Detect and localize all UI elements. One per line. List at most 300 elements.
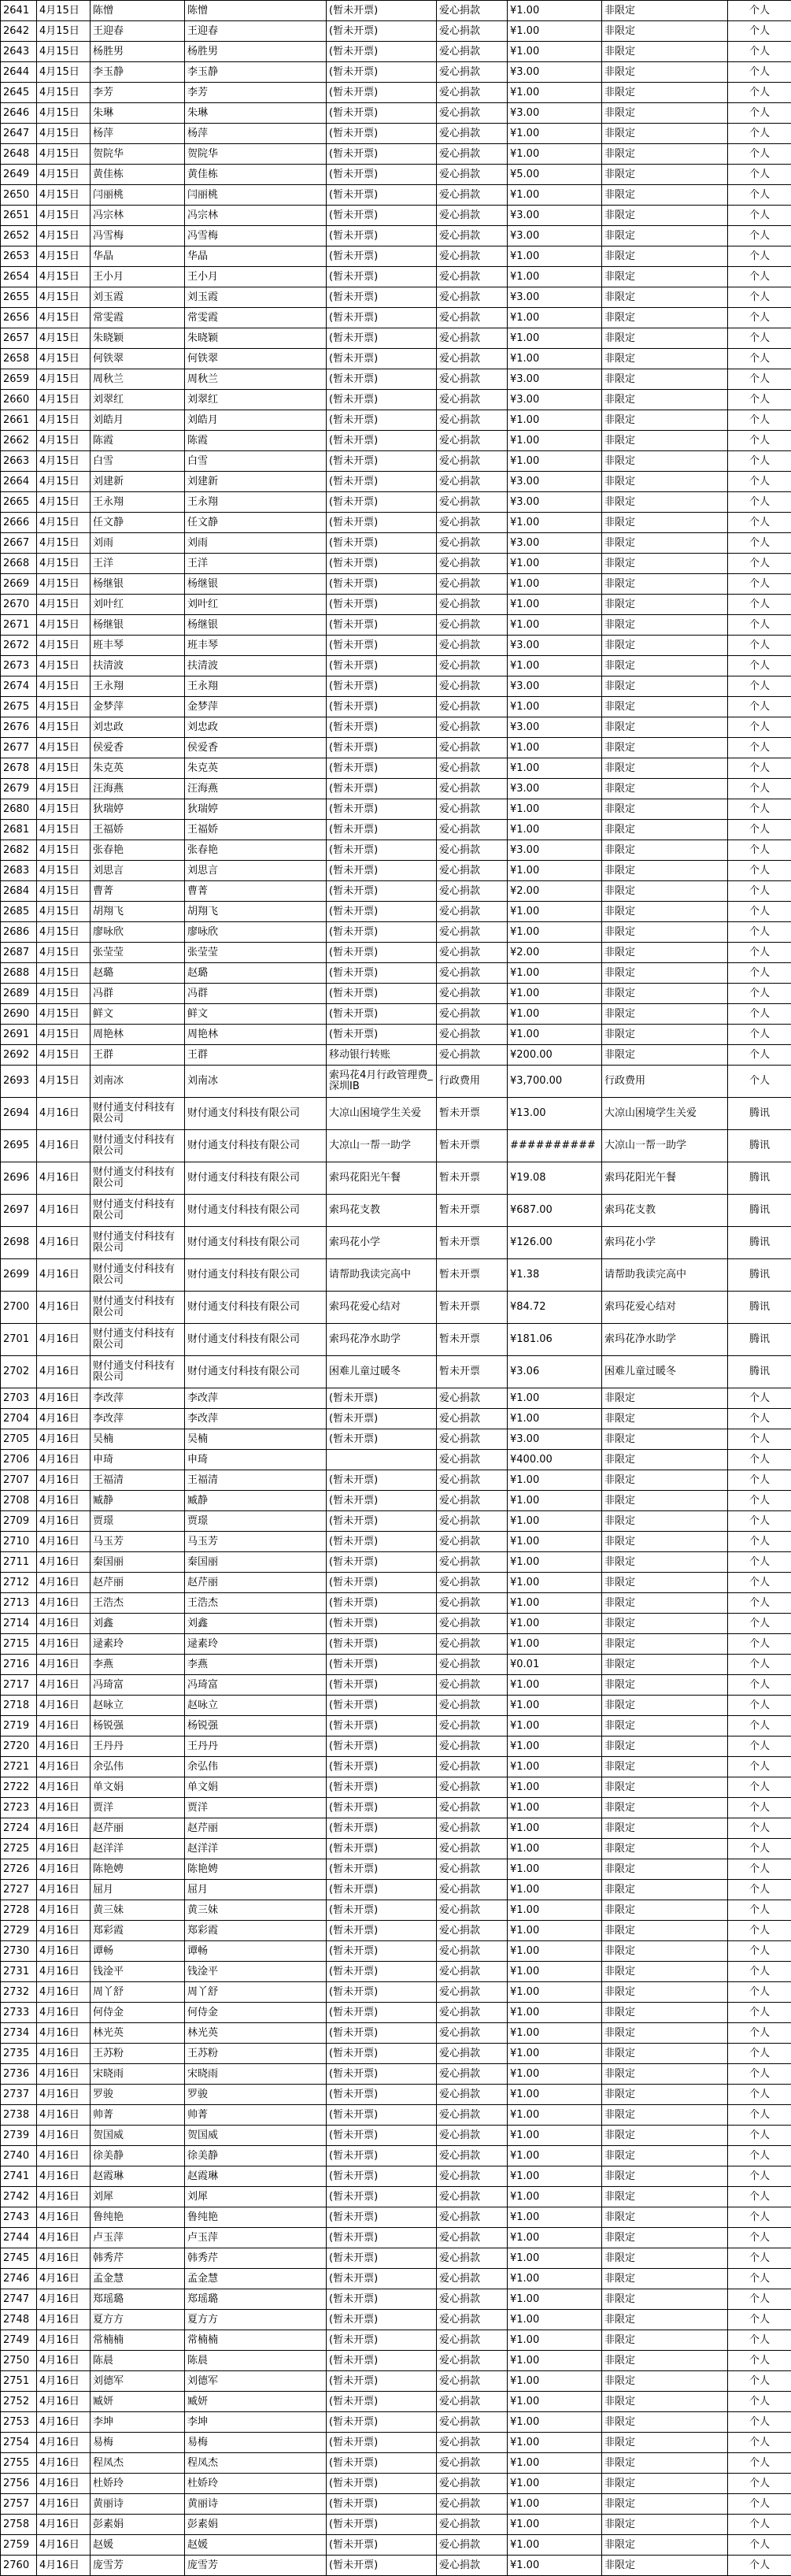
project-cell: (暂未开票) bbox=[327, 2351, 437, 2371]
project-cell: (暂未开票) bbox=[327, 267, 437, 287]
amount-cell: ¥1.00 bbox=[508, 1675, 602, 1696]
donor-cell: 刘犀 bbox=[91, 2187, 185, 2207]
amount-cell: ¥687.00 bbox=[508, 1195, 602, 1227]
type-cell: 爱心捐款 bbox=[437, 1716, 508, 1736]
donor-category-cell: 个人 bbox=[728, 636, 791, 656]
donor-cell: 冯宗林 bbox=[91, 206, 185, 226]
donor-cell: 陈晨 bbox=[91, 2351, 185, 2371]
account-name-cell: 张莹莹 bbox=[185, 943, 327, 963]
date-cell: 4月15日 bbox=[37, 615, 91, 636]
row-number: 2700 bbox=[1, 1292, 37, 1324]
account-name-cell: 闫丽桃 bbox=[185, 185, 327, 206]
amount-cell: ########## bbox=[508, 1130, 602, 1162]
donor-cell: 林光英 bbox=[91, 2023, 185, 2044]
account-name-cell: 常雯霞 bbox=[185, 308, 327, 328]
project-cell: (暂未开票) bbox=[327, 103, 437, 124]
table-row bbox=[1, 902, 791, 922]
row-number: 2701 bbox=[1, 1324, 37, 1356]
row-number: 2667 bbox=[1, 533, 37, 554]
account-name-cell: 王浩杰 bbox=[185, 1593, 327, 1614]
restriction-cell: 非限定 bbox=[602, 21, 728, 42]
row-number: 2642 bbox=[1, 21, 37, 42]
table-row bbox=[1, 1757, 791, 1777]
donor-cell: 帅菁 bbox=[91, 2105, 185, 2126]
table-row bbox=[1, 2392, 791, 2412]
date-cell: 4月15日 bbox=[37, 1025, 91, 1045]
date-cell: 4月16日 bbox=[37, 2289, 91, 2310]
type-cell: 爱心捐款 bbox=[437, 1532, 508, 1552]
date-cell: 4月15日 bbox=[37, 431, 91, 451]
type-cell: 爱心捐款 bbox=[437, 2392, 508, 2412]
row-number: 2736 bbox=[1, 2064, 37, 2085]
donor-category-cell: 个人 bbox=[728, 83, 791, 103]
type-cell: 爱心捐款 bbox=[437, 492, 508, 513]
project-cell: (暂未开票) bbox=[327, 246, 437, 267]
restriction-cell: 非限定 bbox=[602, 390, 728, 410]
donor-category-cell: 个人 bbox=[728, 1777, 791, 1798]
project-cell: (暂未开票) bbox=[327, 42, 437, 62]
type-cell: 爱心捐款 bbox=[437, 410, 508, 431]
restriction-cell: 非限定 bbox=[602, 2494, 728, 2515]
row-number: 2699 bbox=[1, 1259, 37, 1292]
account-name-cell: 财付通支付科技有限公司 bbox=[185, 1324, 327, 1356]
amount-cell: ¥1.38 bbox=[508, 1259, 602, 1292]
account-name-cell: 刘忠政 bbox=[185, 717, 327, 738]
project-cell: (暂未开票) bbox=[327, 2289, 437, 2310]
donor-category-cell: 个人 bbox=[728, 1066, 791, 1098]
restriction-cell: 非限定 bbox=[602, 206, 728, 226]
table-row bbox=[1, 2207, 791, 2228]
account-name-cell: 王永翔 bbox=[185, 676, 327, 697]
donor-cell: 李燕 bbox=[91, 1655, 185, 1675]
date-cell: 4月15日 bbox=[37, 902, 91, 922]
table-row bbox=[1, 2023, 791, 2044]
amount-cell: ¥1.00 bbox=[508, 246, 602, 267]
type-cell: 爱心捐款 bbox=[437, 2248, 508, 2269]
donor-category-cell: 个人 bbox=[728, 1880, 791, 1900]
amount-cell: ¥1.00 bbox=[508, 451, 602, 472]
restriction-cell: 非限定 bbox=[602, 1025, 728, 1045]
type-cell: 爱心捐款 bbox=[437, 1798, 508, 1818]
account-name-cell: 廖咏欣 bbox=[185, 922, 327, 943]
amount-cell: ¥1.00 bbox=[508, 595, 602, 615]
project-cell: (暂未开票) bbox=[327, 758, 437, 779]
donor-cell: 刘南冰 bbox=[91, 1066, 185, 1098]
amount-cell: ¥84.72 bbox=[508, 1292, 602, 1324]
amount-cell: ¥1.00 bbox=[508, 1491, 602, 1511]
account-name-cell: 刘翠红 bbox=[185, 390, 327, 410]
restriction-cell: 非限定 bbox=[602, 1634, 728, 1655]
amount-cell: ¥1.00 bbox=[508, 1900, 602, 1921]
amount-cell: ¥1.00 bbox=[508, 2044, 602, 2064]
date-cell: 4月15日 bbox=[37, 1, 91, 21]
type-cell: 爱心捐款 bbox=[437, 758, 508, 779]
restriction-cell: 非限定 bbox=[602, 2453, 728, 2474]
table-row bbox=[1, 2187, 791, 2207]
type-cell: 暂未开票 bbox=[437, 1227, 508, 1259]
donor-cell: 刘翠红 bbox=[91, 390, 185, 410]
account-name-cell: 扶清波 bbox=[185, 656, 327, 676]
project-cell: (暂未开票) bbox=[327, 492, 437, 513]
donor-category-cell: 腾讯 bbox=[728, 1162, 791, 1195]
amount-cell: ¥1.00 bbox=[508, 656, 602, 676]
restriction-cell: 非限定 bbox=[602, 1388, 728, 1409]
account-name-cell: 张春艳 bbox=[185, 840, 327, 861]
restriction-cell: 非限定 bbox=[602, 820, 728, 840]
row-number: 2665 bbox=[1, 492, 37, 513]
account-name-cell: 贾璟 bbox=[185, 1511, 327, 1532]
donor-category-cell: 腾讯 bbox=[728, 1292, 791, 1324]
donor-cell: 赵芹丽 bbox=[91, 1573, 185, 1593]
account-name-cell: 财付通支付科技有限公司 bbox=[185, 1356, 327, 1388]
date-cell: 4月15日 bbox=[37, 820, 91, 840]
amount-cell: ¥3.00 bbox=[508, 206, 602, 226]
date-cell: 4月16日 bbox=[37, 1614, 91, 1634]
project-cell: (暂未开票) bbox=[327, 1, 437, 21]
table-row bbox=[1, 881, 791, 902]
amount-cell: ¥3.00 bbox=[508, 717, 602, 738]
donor-cell: 财付通支付科技有限公司 bbox=[91, 1324, 185, 1356]
date-cell: 4月15日 bbox=[37, 390, 91, 410]
type-cell: 爱心捐款 bbox=[437, 308, 508, 328]
donor-cell: 臧妍 bbox=[91, 2392, 185, 2412]
type-cell: 爱心捐款 bbox=[437, 124, 508, 144]
type-cell: 爱心捐款 bbox=[437, 697, 508, 717]
date-cell: 4月16日 bbox=[37, 1962, 91, 1982]
type-cell: 爱心捐款 bbox=[437, 349, 508, 369]
account-name-cell: 汪海燕 bbox=[185, 779, 327, 799]
table-row bbox=[1, 676, 791, 697]
donor-cell: 汪海燕 bbox=[91, 779, 185, 799]
account-name-cell: 朱克英 bbox=[185, 758, 327, 779]
table-row bbox=[1, 574, 791, 595]
row-number: 2730 bbox=[1, 1941, 37, 1962]
type-cell: 爱心捐款 bbox=[437, 943, 508, 963]
date-cell: 4月16日 bbox=[37, 2330, 91, 2351]
row-number: 2671 bbox=[1, 615, 37, 636]
date-cell: 4月15日 bbox=[37, 799, 91, 820]
amount-cell: ¥1.00 bbox=[508, 963, 602, 984]
donor-cell: 廖咏欣 bbox=[91, 922, 185, 943]
row-number: 2744 bbox=[1, 2228, 37, 2248]
date-cell: 4月16日 bbox=[37, 2515, 91, 2535]
donor-cell: 郑瑶璐 bbox=[91, 2289, 185, 2310]
project-cell: (暂未开票) bbox=[327, 636, 437, 656]
table-row bbox=[1, 1941, 791, 1962]
type-cell: 爱心捐款 bbox=[437, 21, 508, 42]
account-name-cell: 曹菁 bbox=[185, 881, 327, 902]
table-row bbox=[1, 1634, 791, 1655]
project-cell: (暂未开票) bbox=[327, 902, 437, 922]
account-name-cell: 郑彩霞 bbox=[185, 1921, 327, 1941]
account-name-cell: 林光英 bbox=[185, 2023, 327, 2044]
project-cell: (暂未开票) bbox=[327, 1470, 437, 1491]
project-cell: (暂未开票) bbox=[327, 431, 437, 451]
project-cell: 索玛花4月行政管理费_深圳IB bbox=[327, 1066, 437, 1098]
project-cell: (暂未开票) bbox=[327, 1429, 437, 1450]
donor-category-cell: 个人 bbox=[728, 451, 791, 472]
account-name-cell: 李燕 bbox=[185, 1655, 327, 1675]
donor-category-cell: 个人 bbox=[728, 1388, 791, 1409]
date-cell: 4月16日 bbox=[37, 1195, 91, 1227]
donor-category-cell: 个人 bbox=[728, 1409, 791, 1429]
donor-category-cell: 个人 bbox=[728, 246, 791, 267]
amount-cell: ¥1.00 bbox=[508, 1777, 602, 1798]
table-row bbox=[1, 83, 791, 103]
date-cell: 4月16日 bbox=[37, 2187, 91, 2207]
donor-cell: 杨萍 bbox=[91, 124, 185, 144]
row-number: 2679 bbox=[1, 779, 37, 799]
project-cell: (暂未开票) bbox=[327, 2126, 437, 2146]
donor-category-cell: 个人 bbox=[728, 2269, 791, 2289]
amount-cell: ¥1.00 bbox=[508, 2228, 602, 2248]
amount-cell: ¥1.00 bbox=[508, 410, 602, 431]
row-number: 2643 bbox=[1, 42, 37, 62]
date-cell: 4月15日 bbox=[37, 779, 91, 799]
restriction-cell: 非限定 bbox=[602, 1491, 728, 1511]
type-cell: 爱心捐款 bbox=[437, 881, 508, 902]
restriction-cell: 非限定 bbox=[602, 1004, 728, 1025]
table-row bbox=[1, 1162, 791, 1195]
row-number: 2687 bbox=[1, 943, 37, 963]
restriction-cell: 非限定 bbox=[602, 758, 728, 779]
table-row bbox=[1, 1839, 791, 1859]
row-number: 2695 bbox=[1, 1130, 37, 1162]
table-row bbox=[1, 738, 791, 758]
donor-cell: 王丹丹 bbox=[91, 1736, 185, 1757]
date-cell: 4月15日 bbox=[37, 62, 91, 83]
donor-cell: 吴楠 bbox=[91, 1429, 185, 1450]
account-name-cell: 王迎春 bbox=[185, 21, 327, 42]
amount-cell: ¥1.00 bbox=[508, 1921, 602, 1941]
restriction-cell: 非限定 bbox=[602, 840, 728, 861]
table-body bbox=[1, 1, 791, 2576]
type-cell: 爱心捐款 bbox=[437, 554, 508, 574]
row-number: 2673 bbox=[1, 656, 37, 676]
donor-category-cell: 个人 bbox=[728, 369, 791, 390]
project-cell: 困难儿童过暖冬 bbox=[327, 1356, 437, 1388]
donor-category-cell: 个人 bbox=[728, 226, 791, 246]
row-number: 2758 bbox=[1, 2515, 37, 2535]
restriction-cell: 非限定 bbox=[602, 2371, 728, 2392]
donor-category-cell: 个人 bbox=[728, 1921, 791, 1941]
donor-cell: 班丰琴 bbox=[91, 636, 185, 656]
date-cell: 4月15日 bbox=[37, 369, 91, 390]
row-number: 2711 bbox=[1, 1552, 37, 1573]
table-row bbox=[1, 2003, 791, 2023]
row-number: 2649 bbox=[1, 165, 37, 185]
type-cell: 爱心捐款 bbox=[437, 595, 508, 615]
table-row bbox=[1, 1900, 791, 1921]
restriction-cell: 非限定 bbox=[602, 1675, 728, 1696]
amount-cell: ¥1.00 bbox=[508, 144, 602, 165]
row-number: 2709 bbox=[1, 1511, 37, 1532]
account-name-cell: 贾洋 bbox=[185, 1798, 327, 1818]
type-cell: 爱心捐款 bbox=[437, 62, 508, 83]
account-name-cell: 朱晓颖 bbox=[185, 328, 327, 349]
restriction-cell: 非限定 bbox=[602, 287, 728, 308]
date-cell: 4月16日 bbox=[37, 1227, 91, 1259]
account-name-cell: 鲁纯艳 bbox=[185, 2207, 327, 2228]
donor-category-cell: 腾讯 bbox=[728, 1227, 791, 1259]
project-cell: (暂未开票) bbox=[327, 861, 437, 881]
donor-cell: 王永翔 bbox=[91, 676, 185, 697]
type-cell: 爱心捐款 bbox=[437, 1941, 508, 1962]
project-cell: (暂未开票) bbox=[327, 2023, 437, 2044]
date-cell: 4月16日 bbox=[37, 1130, 91, 1162]
type-cell: 爱心捐款 bbox=[437, 1880, 508, 1900]
row-number: 2686 bbox=[1, 922, 37, 943]
project-cell: (暂未开票) bbox=[327, 2412, 437, 2433]
table-row bbox=[1, 697, 791, 717]
project-cell: (暂未开票) bbox=[327, 1921, 437, 1941]
donor-category-cell: 个人 bbox=[728, 62, 791, 83]
project-cell: (暂未开票) bbox=[327, 2228, 437, 2248]
table-row bbox=[1, 1130, 791, 1162]
donor-category-cell: 个人 bbox=[728, 1716, 791, 1736]
account-name-cell: 韩秀芹 bbox=[185, 2248, 327, 2269]
row-number: 2720 bbox=[1, 1736, 37, 1757]
date-cell: 4月16日 bbox=[37, 2474, 91, 2494]
donor-category-cell: 个人 bbox=[728, 2474, 791, 2494]
donor-category-cell: 个人 bbox=[728, 820, 791, 840]
account-name-cell: 刘雨 bbox=[185, 533, 327, 554]
donor-category-cell: 个人 bbox=[728, 287, 791, 308]
account-name-cell: 单文娟 bbox=[185, 1777, 327, 1798]
donor-category-cell: 个人 bbox=[728, 2392, 791, 2412]
row-number: 2696 bbox=[1, 1162, 37, 1195]
row-number: 2674 bbox=[1, 676, 37, 697]
amount-cell: ¥200.00 bbox=[508, 1045, 602, 1066]
donor-category-cell: 个人 bbox=[728, 2433, 791, 2453]
donor-category-cell: 个人 bbox=[728, 42, 791, 62]
restriction-cell: 请帮助我读完高中 bbox=[602, 1259, 728, 1292]
type-cell: 爱心捐款 bbox=[437, 2269, 508, 2289]
account-name-cell: 卢玉萍 bbox=[185, 2228, 327, 2248]
date-cell: 4月16日 bbox=[37, 2535, 91, 2556]
date-cell: 4月16日 bbox=[37, 1388, 91, 1409]
row-number: 2668 bbox=[1, 554, 37, 574]
type-cell: 爱心捐款 bbox=[437, 2023, 508, 2044]
row-number: 2666 bbox=[1, 513, 37, 533]
restriction-cell: 非限定 bbox=[602, 1941, 728, 1962]
date-cell: 4月15日 bbox=[37, 574, 91, 595]
account-name-cell: 赵芹丽 bbox=[185, 1818, 327, 1839]
restriction-cell: 非限定 bbox=[602, 165, 728, 185]
row-number: 2661 bbox=[1, 410, 37, 431]
table-row bbox=[1, 124, 791, 144]
type-cell: 爱心捐款 bbox=[437, 2228, 508, 2248]
donor-category-cell: 个人 bbox=[728, 1025, 791, 1045]
date-cell: 4月15日 bbox=[37, 1004, 91, 1025]
table-row bbox=[1, 185, 791, 206]
project-cell: (暂未开票) bbox=[327, 2146, 437, 2166]
project-cell: (暂未开票) bbox=[327, 2556, 437, 2576]
restriction-cell: 非限定 bbox=[602, 2474, 728, 2494]
amount-cell: ¥1.00 bbox=[508, 1, 602, 21]
table-row bbox=[1, 1450, 791, 1470]
row-number: 2750 bbox=[1, 2351, 37, 2371]
row-number: 2753 bbox=[1, 2412, 37, 2433]
amount-cell: ¥181.06 bbox=[508, 1324, 602, 1356]
restriction-cell: 非限定 bbox=[602, 697, 728, 717]
donor-cell: 贺国威 bbox=[91, 2126, 185, 2146]
row-number: 2663 bbox=[1, 451, 37, 472]
donor-category-cell: 个人 bbox=[728, 738, 791, 758]
restriction-cell: 非限定 bbox=[602, 328, 728, 349]
donor-cell: 杨继银 bbox=[91, 615, 185, 636]
restriction-cell: 索玛花小学 bbox=[602, 1227, 728, 1259]
table-row bbox=[1, 2146, 791, 2166]
amount-cell: ¥1.00 bbox=[508, 758, 602, 779]
amount-cell: ¥3.00 bbox=[508, 103, 602, 124]
type-cell: 爱心捐款 bbox=[437, 799, 508, 820]
type-cell: 爱心捐款 bbox=[437, 42, 508, 62]
project-cell: (暂未开票) bbox=[327, 2044, 437, 2064]
table-row bbox=[1, 246, 791, 267]
table-row bbox=[1, 1593, 791, 1614]
amount-cell: ¥1.00 bbox=[508, 902, 602, 922]
donor-category-cell: 个人 bbox=[728, 267, 791, 287]
account-name-cell: 何铁翠 bbox=[185, 349, 327, 369]
restriction-cell: 非限定 bbox=[602, 1839, 728, 1859]
donor-cell: 侯爱香 bbox=[91, 738, 185, 758]
restriction-cell: 非限定 bbox=[602, 2289, 728, 2310]
donor-category-cell: 个人 bbox=[728, 574, 791, 595]
type-cell: 爱心捐款 bbox=[437, 738, 508, 758]
amount-cell: ¥1.00 bbox=[508, 1511, 602, 1532]
amount-cell: ¥1.00 bbox=[508, 799, 602, 820]
date-cell: 4月16日 bbox=[37, 2003, 91, 2023]
table-row bbox=[1, 1777, 791, 1798]
account-name-cell: 贺院华 bbox=[185, 144, 327, 165]
type-cell: 爱心捐款 bbox=[437, 1818, 508, 1839]
restriction-cell: 非限定 bbox=[602, 1614, 728, 1634]
donor-cell: 钱淦平 bbox=[91, 1962, 185, 1982]
table-row bbox=[1, 984, 791, 1004]
account-name-cell: 陈憎 bbox=[185, 1, 327, 21]
account-name-cell: 钱淦平 bbox=[185, 1962, 327, 1982]
donor-category-cell: 个人 bbox=[728, 144, 791, 165]
donor-category-cell: 个人 bbox=[728, 308, 791, 328]
donor-cell: 刘皓月 bbox=[91, 410, 185, 431]
type-cell: 爱心捐款 bbox=[437, 615, 508, 636]
date-cell: 4月15日 bbox=[37, 984, 91, 1004]
donor-category-cell: 个人 bbox=[728, 758, 791, 779]
restriction-cell: 非限定 bbox=[602, 1409, 728, 1429]
type-cell: 暂未开票 bbox=[437, 1292, 508, 1324]
restriction-cell: 非限定 bbox=[602, 656, 728, 676]
row-number: 2683 bbox=[1, 861, 37, 881]
donor-cell: 刘鑫 bbox=[91, 1614, 185, 1634]
type-cell: 爱心捐款 bbox=[437, 1736, 508, 1757]
project-cell: (暂未开票) bbox=[327, 881, 437, 902]
date-cell: 4月16日 bbox=[37, 1655, 91, 1675]
donor-cell: 王苏粉 bbox=[91, 2044, 185, 2064]
donor-cell: 朱琳 bbox=[91, 103, 185, 124]
donor-cell: 任文静 bbox=[91, 513, 185, 533]
restriction-cell: 非限定 bbox=[602, 595, 728, 615]
donor-cell: 周艳林 bbox=[91, 1025, 185, 1045]
date-cell: 4月16日 bbox=[37, 1098, 91, 1130]
type-cell: 爱心捐款 bbox=[437, 1025, 508, 1045]
restriction-cell: 非限定 bbox=[602, 676, 728, 697]
row-number: 2677 bbox=[1, 738, 37, 758]
date-cell: 4月16日 bbox=[37, 1921, 91, 1941]
table-row bbox=[1, 1470, 791, 1491]
type-cell: 爱心捐款 bbox=[437, 2126, 508, 2146]
restriction-cell: 非限定 bbox=[602, 1429, 728, 1450]
